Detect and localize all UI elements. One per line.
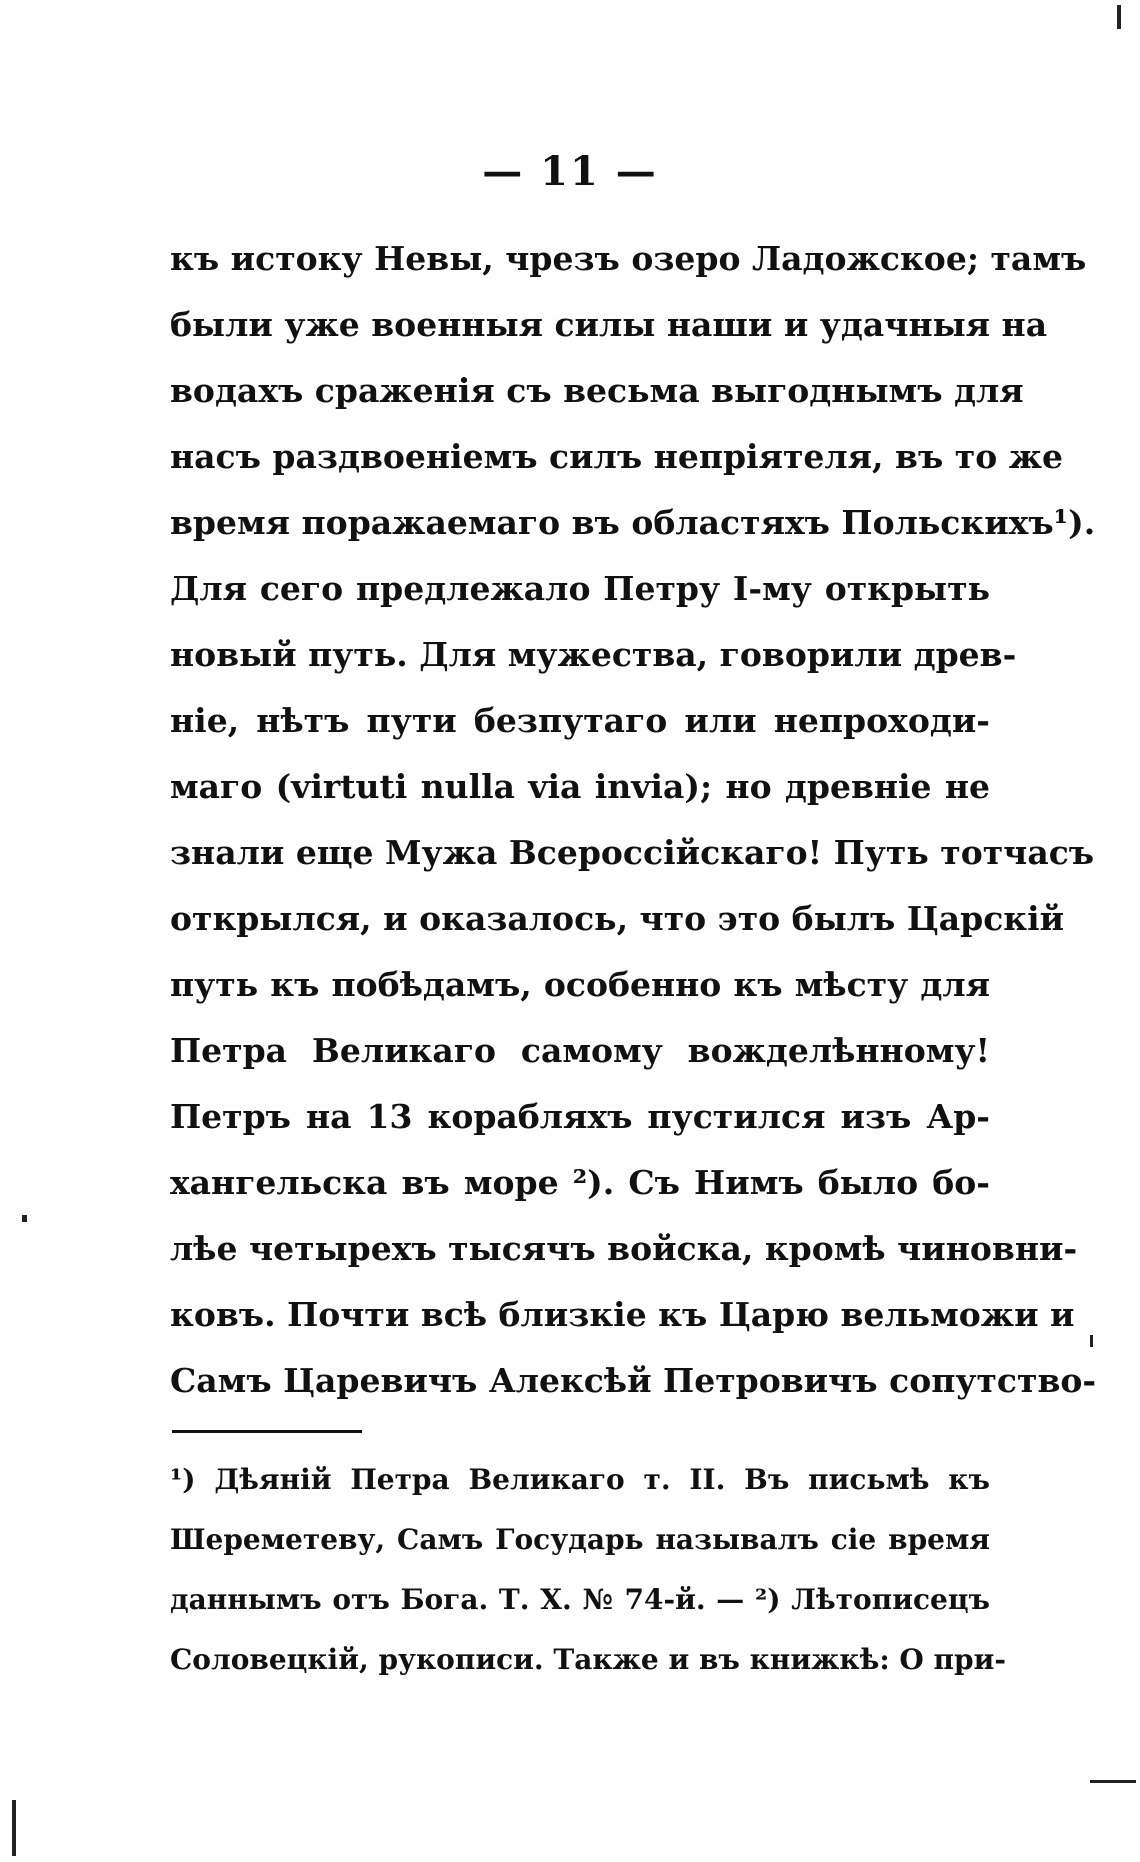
text-line: новый путь. Для мужества, говорили древ- <box>170 635 1017 674</box>
scan-speck <box>22 1215 27 1222</box>
footnote-line: Соловецкій, рукописи. Также и въ книжкѣ: О при- <box>170 1643 1007 1676</box>
text-line: Петръ на 13 корабляхъ пустился изъ Ар- <box>170 1097 990 1136</box>
text-line: знали еще Мужа Всероссійскаго! Путь тотчасъ <box>170 833 1095 872</box>
page-number: — 11 — <box>482 148 658 195</box>
text-line: время поражаемаго въ областяхъ Польскихъ¹). <box>170 503 1096 542</box>
text-line: открылся, и оказалось, что это былъ Царскій <box>170 899 1065 938</box>
footnotes <box>170 1450 1007 1690</box>
scan-speck <box>1090 1335 1093 1347</box>
main-text <box>170 226 1097 1414</box>
footnote-separator <box>172 1430 362 1433</box>
text-line: хангельска въ море ²). Съ Нимъ было бо- <box>170 1163 990 1202</box>
text-line: водахъ сраженія съ весьма выгоднымъ для <box>170 371 1024 410</box>
text-line: ніе, нѣтъ пути безпутаго или непроходи- <box>170 701 990 740</box>
text-line: Петра Великаго самому вожделѣнному! <box>170 1031 990 1070</box>
footnote-line: даннымъ отъ Бога. Т. X. № 74-й. — ²) Лѣтописецъ <box>170 1583 990 1616</box>
footnote-line: ¹) Дѣяній Петра Великаго т. II. Въ письмѣ къ <box>170 1463 990 1496</box>
scan-speck <box>1090 1780 1136 1783</box>
text-line: лѣе четырехъ тысячъ войска, кромѣ чиновни- <box>170 1229 1078 1268</box>
text-line: Для сего предлежало Петру I-му открыть <box>170 569 990 608</box>
text-line: были уже военныя силы наши и удачныя на <box>170 305 1048 344</box>
text-line: ковъ. Почти всѣ близкіе къ Царю вельможи и <box>170 1295 1075 1334</box>
scan-speck <box>1117 5 1121 29</box>
text-line: Самъ Царевичъ Алексѣй Петровичъ сопутство- <box>170 1361 1097 1400</box>
footnote-line: Шереметеву, Самъ Государь называлъ сіе время <box>170 1523 990 1556</box>
text-line: къ истоку Невы, чрезъ озеро Ладожское; тамъ <box>170 239 1087 278</box>
text-line: насъ раздвоеніемъ силъ непріятеля, въ то же <box>170 437 1064 476</box>
scan-speck <box>12 1800 16 1856</box>
text-line: маго (virtuti nulla via invia); но древніе не <box>170 767 990 806</box>
text-line: путь къ побѣдамъ, особенно къ мѣсту для <box>170 965 990 1004</box>
